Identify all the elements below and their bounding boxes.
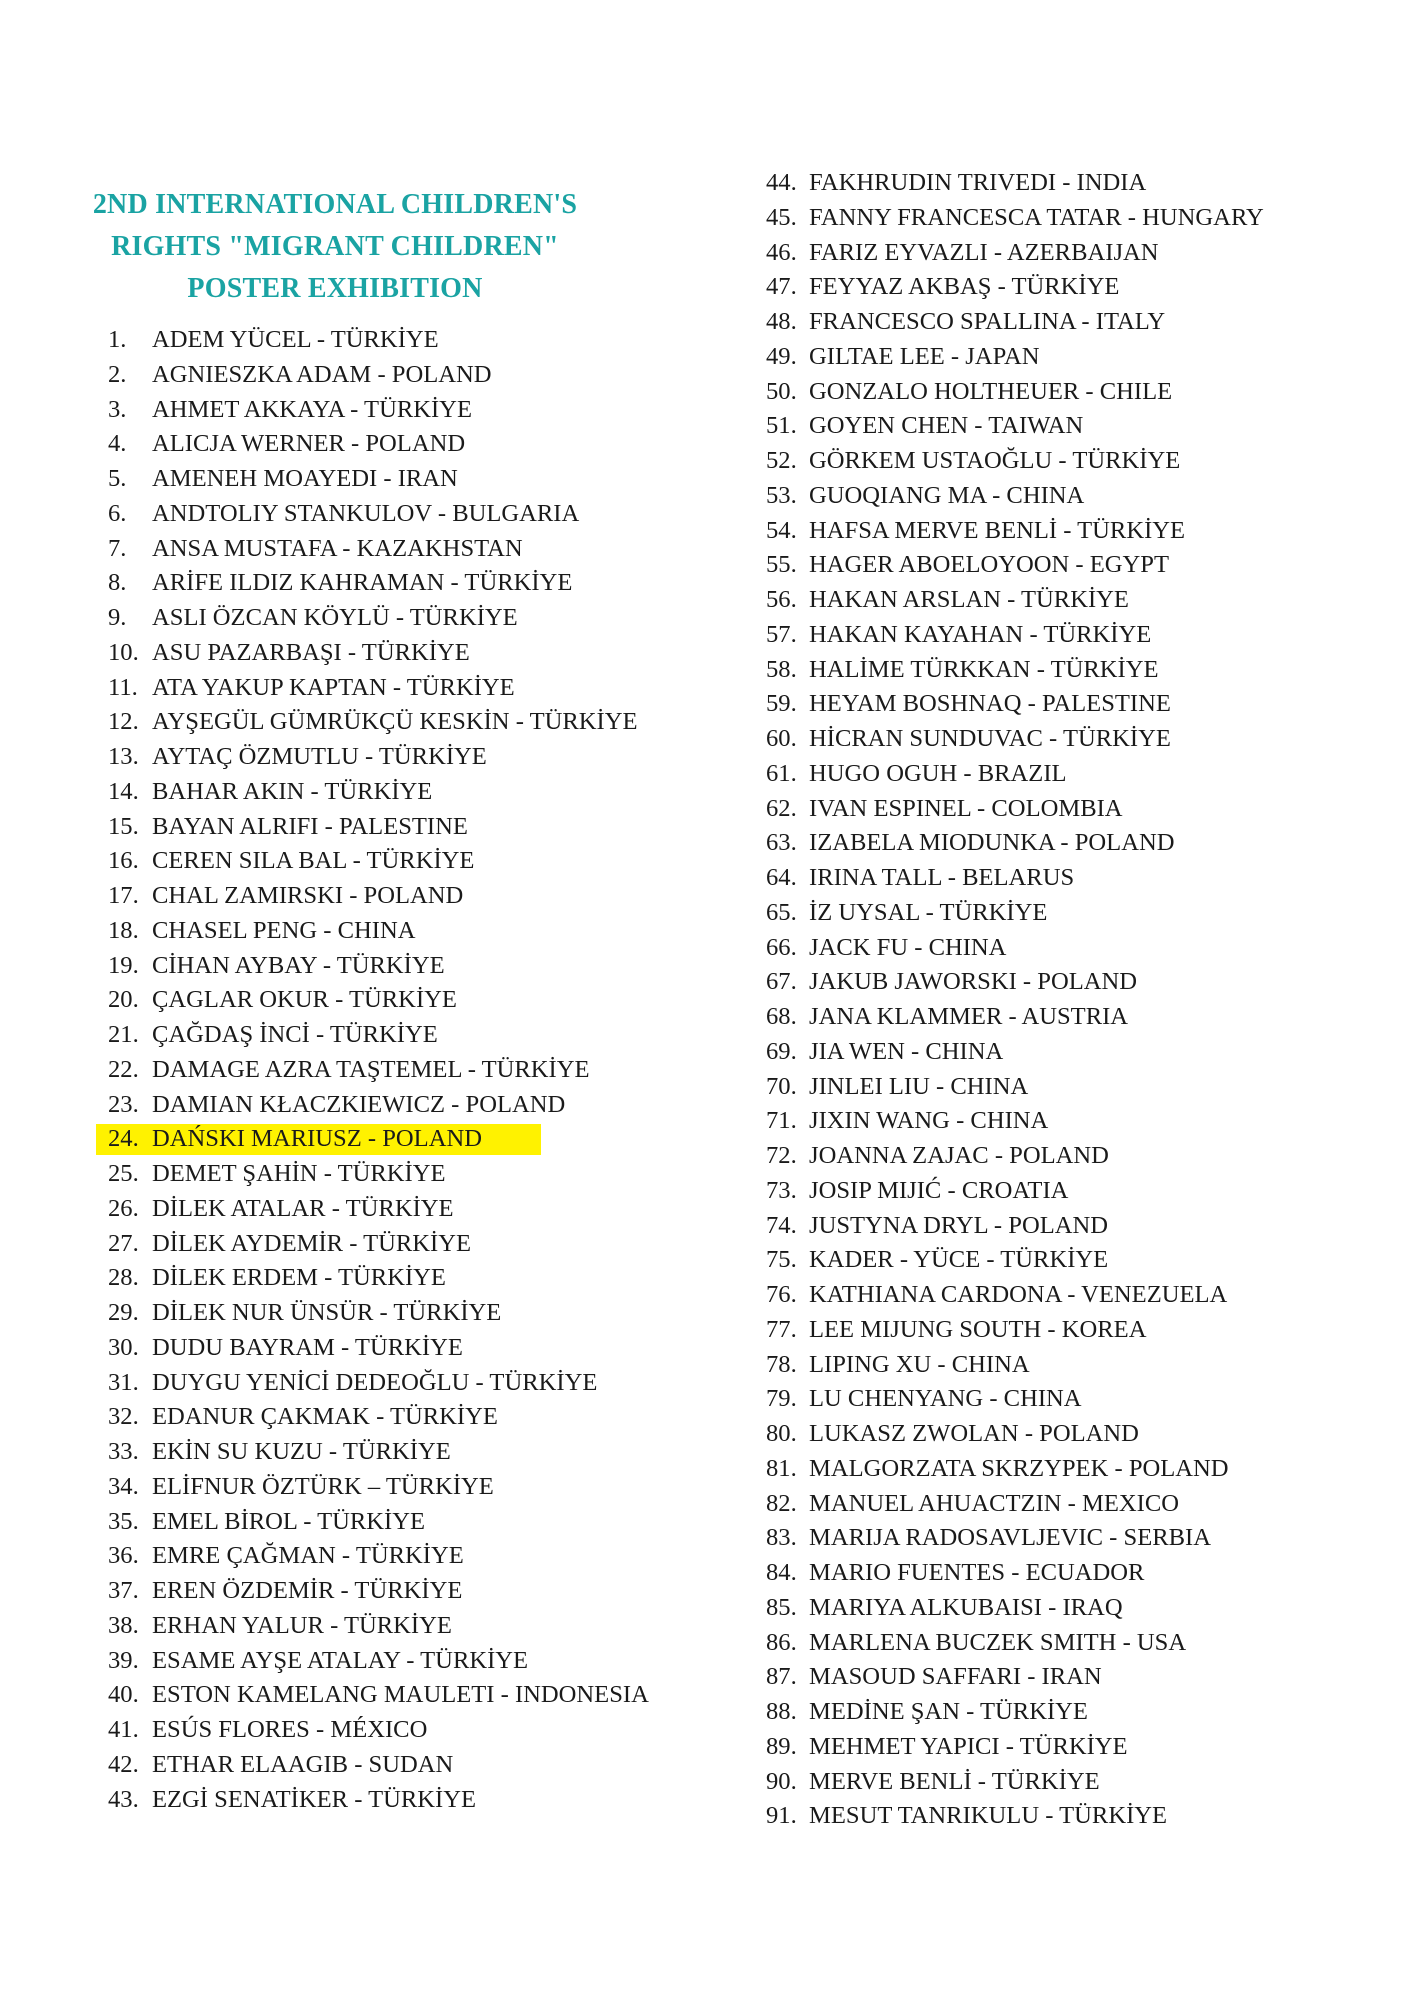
participant-number: 59. xyxy=(766,690,797,718)
participant-number: 24. xyxy=(108,1125,139,1153)
participant-item xyxy=(766,444,1386,479)
participant-name: MEHMET YAPICI - TÜRKİYE xyxy=(809,1732,1128,1760)
participant-number: 61. xyxy=(766,759,797,787)
participant-number: 5. xyxy=(108,465,127,492)
participant-number: 46. xyxy=(766,238,797,266)
participant-number: 34. xyxy=(108,1472,139,1500)
participant-name: BAHAR AKIN - TÜRKİYE xyxy=(152,777,433,805)
participant-item xyxy=(108,636,728,671)
participant-item xyxy=(766,1591,1386,1626)
participant-item xyxy=(108,1122,728,1157)
participant-item xyxy=(766,270,1386,305)
participant-name: HEYAM BOSHNAQ - PALESTINE xyxy=(809,690,1171,718)
participant-number: 66. xyxy=(766,933,797,961)
participant-item xyxy=(766,583,1386,618)
participant-number: 16. xyxy=(108,847,139,875)
participant-item xyxy=(108,1400,728,1435)
participant-item xyxy=(108,983,728,1018)
participant-item xyxy=(766,166,1386,201)
participant-name: LU CHENYANG - CHINA xyxy=(809,1385,1082,1413)
participant-number: 85. xyxy=(766,1593,797,1621)
participant-number: 82. xyxy=(766,1489,797,1517)
participant-name: HAKAN KAYAHAN - TÜRKİYE xyxy=(809,620,1152,648)
title-line-2: RIGHTS "MIGRANT CHILDREN" xyxy=(111,230,559,262)
participant-name: DİLEK AYDEMİR - TÜRKİYE xyxy=(152,1229,472,1257)
participant-name: MALGORZATA SKRZYPEK - POLAND xyxy=(809,1454,1229,1482)
participant-name: ADEM YÜCEL - TÜRKİYE xyxy=(152,326,439,353)
participant-name: MARIJA RADOSAVLJEVIC - SERBIA xyxy=(809,1524,1211,1552)
participant-name: FANNY FRANCESCA TATAR - HUNGARY xyxy=(809,203,1264,231)
participant-name: FRANCESCO SPALLINA - ITALY xyxy=(809,308,1166,335)
participant-name: EMEL BİROL - TÜRKİYE xyxy=(152,1507,426,1535)
participant-name: EKİN SU KUZU - TÜRKİYE xyxy=(152,1438,451,1465)
participant-number: 40. xyxy=(108,1681,139,1709)
participant-number: 8. xyxy=(108,569,127,597)
exhibition-title xyxy=(90,184,580,310)
participant-number: 30. xyxy=(108,1333,139,1361)
participant-item xyxy=(766,1070,1386,1105)
participant-number: 37. xyxy=(108,1577,139,1604)
participant-name: MESUT TANRIKULU - TÜRKİYE xyxy=(809,1802,1168,1830)
participant-number: 64. xyxy=(766,864,797,891)
participant-item xyxy=(108,393,728,428)
participant-item xyxy=(766,1521,1386,1556)
participant-name: HAFSA MERVE BENLİ - TÜRKİYE xyxy=(809,516,1186,544)
participant-item xyxy=(766,548,1386,583)
participant-name: DUDU BAYRAM - TÜRKİYE xyxy=(152,1333,463,1361)
participant-name: JOSIP MIJIĆ - CROATIA xyxy=(809,1176,1069,1204)
participant-item xyxy=(108,1331,728,1366)
participant-list-right xyxy=(766,166,1386,1834)
participant-number: 41. xyxy=(108,1716,139,1743)
participant-name: GONZALO HOLTHEUER - CHILE xyxy=(809,377,1173,405)
participant-name: MASOUD SAFFARI - IRAN xyxy=(809,1663,1102,1691)
participant-item xyxy=(766,931,1386,966)
participant-name: AMENEH MOAYEDI - IRAN xyxy=(152,465,458,492)
participant-number: 4. xyxy=(108,430,127,458)
participant-item xyxy=(108,1157,728,1192)
participant-name: MERVE BENLİ - TÜRKİYE xyxy=(809,1767,1100,1795)
participant-number: 2. xyxy=(108,360,127,388)
participant-number: 39. xyxy=(108,1646,139,1674)
participant-item xyxy=(108,1053,728,1088)
participant-name: JAKUB JAWORSKI - POLAND xyxy=(809,968,1138,996)
participant-number: 7. xyxy=(108,534,127,562)
participant-item xyxy=(766,1417,1386,1452)
participant-item xyxy=(108,671,728,706)
participant-item xyxy=(108,775,728,810)
participant-item xyxy=(108,1678,728,1713)
participant-item xyxy=(766,965,1386,1000)
participant-number: 3. xyxy=(108,395,127,423)
participant-number: 22. xyxy=(108,1055,139,1083)
participant-name: HAKAN ARSLAN - TÜRKİYE xyxy=(809,586,1129,613)
participant-item xyxy=(108,1539,728,1574)
participant-item xyxy=(108,427,728,462)
participant-item xyxy=(108,1644,728,1679)
participant-name: HAGER ABOELOYOON - EGYPT xyxy=(809,551,1170,579)
participant-name: ERHAN YALUR - TÜRKİYE xyxy=(152,1611,452,1639)
participant-name: EMRE ÇAĞMAN - TÜRKİYE xyxy=(152,1542,464,1570)
participant-name: ESÚS FLORES - MÉXICO xyxy=(152,1716,428,1743)
participant-name: IZABELA MIODUNKA - POLAND xyxy=(809,829,1175,857)
participant-name: DİLEK ERDEM - TÜRKİYE xyxy=(152,1264,446,1292)
participant-number: 44. xyxy=(766,169,797,196)
participant-number: 63. xyxy=(766,829,797,857)
participant-number: 65. xyxy=(766,898,797,926)
participant-item xyxy=(108,323,728,358)
participant-number: 12. xyxy=(108,708,139,736)
participant-item xyxy=(108,1470,728,1505)
participant-item xyxy=(108,1783,728,1818)
participant-name: JUSTYNA DRYL - POLAND xyxy=(809,1211,1109,1239)
participant-item xyxy=(108,497,728,532)
participant-number: 73. xyxy=(766,1176,797,1204)
participant-item xyxy=(766,305,1386,340)
participant-item xyxy=(766,514,1386,549)
participant-name: CHAL ZAMIRSKI - POLAND xyxy=(152,882,464,909)
participant-name: HALİME TÜRKKAN - TÜRKİYE xyxy=(809,655,1159,683)
participant-name: ARİFE ILDIZ KAHRAMAN - TÜRKİYE xyxy=(152,569,573,597)
participant-item xyxy=(108,879,728,914)
participant-number: 74. xyxy=(766,1211,797,1239)
participant-number: 36. xyxy=(108,1542,139,1570)
participant-number: 9. xyxy=(108,604,127,631)
participant-number: 48. xyxy=(766,308,797,335)
participant-item xyxy=(766,1556,1386,1591)
participant-name: FEYYAZ AKBAŞ - TÜRKİYE xyxy=(809,273,1120,301)
participant-name: DAMIAN KŁACZKIEWICZ - POLAND xyxy=(152,1090,566,1118)
participant-item xyxy=(108,1227,728,1262)
participant-number: 32. xyxy=(108,1403,139,1431)
participant-number: 54. xyxy=(766,516,797,544)
participant-name: AYTAÇ ÖZMUTLU - TÜRKİYE xyxy=(152,743,487,770)
participant-name: LIPING XU - CHINA xyxy=(809,1350,1030,1378)
participant-item xyxy=(108,601,728,636)
participant-name: KADER - YÜCE - TÜRKİYE xyxy=(809,1246,1109,1274)
participant-number: 56. xyxy=(766,586,797,613)
participant-item xyxy=(766,1382,1386,1417)
title-line-3: POSTER EXHIBITION xyxy=(187,272,483,304)
participant-list-left xyxy=(108,323,728,1817)
participant-number: 75. xyxy=(766,1246,797,1274)
participant-number: 35. xyxy=(108,1507,139,1535)
participant-number: 57. xyxy=(766,620,797,648)
participant-name: ELİFNUR ÖZTÜRK – TÜRKİYE xyxy=(152,1472,494,1500)
participant-item xyxy=(108,1574,728,1609)
participant-item xyxy=(108,1435,728,1470)
participant-number: 78. xyxy=(766,1350,797,1378)
participant-number: 70. xyxy=(766,1072,797,1100)
participant-item xyxy=(766,1452,1386,1487)
participant-number: 91. xyxy=(766,1802,797,1830)
participant-number: 20. xyxy=(108,986,139,1014)
participant-number: 68. xyxy=(766,1003,797,1030)
participant-number: 17. xyxy=(108,882,139,909)
participant-item xyxy=(766,1730,1386,1765)
participant-item xyxy=(766,1660,1386,1695)
participant-item xyxy=(766,1799,1386,1834)
participant-number: 79. xyxy=(766,1385,797,1413)
participant-name: EREN ÖZDEMİR - TÜRKİYE xyxy=(152,1577,463,1604)
participant-name: AGNIESZKA ADAM - POLAND xyxy=(152,360,492,388)
participant-number: 49. xyxy=(766,342,797,370)
participant-number: 81. xyxy=(766,1454,797,1482)
participant-name: DİLEK ATALAR - TÜRKİYE xyxy=(152,1194,454,1222)
participant-item xyxy=(108,705,728,740)
participant-number: 11. xyxy=(108,673,138,701)
participant-name: GÖRKEM USTAOĞLU - TÜRKİYE xyxy=(809,447,1181,474)
participant-name: IRINA TALL - BELARUS xyxy=(809,864,1075,891)
participant-item xyxy=(766,1243,1386,1278)
participant-item xyxy=(108,1192,728,1227)
participant-name: ESAME AYŞE ATALAY - TÜRKİYE xyxy=(152,1646,529,1674)
participant-name: ASLI ÖZCAN KÖYLÜ - TÜRKİYE xyxy=(152,604,518,631)
participant-item xyxy=(766,1626,1386,1661)
participant-number: 53. xyxy=(766,481,797,509)
participant-item xyxy=(108,1609,728,1644)
participant-number: 62. xyxy=(766,794,797,822)
participant-number: 43. xyxy=(108,1785,139,1813)
participant-name: BAYAN ALRIFI - PALESTINE xyxy=(152,812,468,840)
participant-item xyxy=(766,409,1386,444)
participant-item xyxy=(108,1748,728,1783)
participant-item xyxy=(766,757,1386,792)
participant-name: ÇAĞDAŞ İNCİ - TÜRKİYE xyxy=(152,1021,438,1048)
participant-name: CİHAN AYBAY - TÜRKİYE xyxy=(152,951,445,979)
participant-number: 18. xyxy=(108,916,139,944)
participant-item xyxy=(766,653,1386,688)
participant-name: EDANUR ÇAKMAK - TÜRKİYE xyxy=(152,1403,498,1431)
participant-name: HUGO OGUH - BRAZIL xyxy=(809,759,1067,787)
participant-name: JIA WEN - CHINA xyxy=(809,1037,1004,1065)
participant-number: 60. xyxy=(766,725,797,752)
participant-name: LUKASZ ZWOLAN - POLAND xyxy=(809,1420,1139,1447)
participant-name: ANDTOLIY STANKULOV - BULGARIA xyxy=(152,499,580,527)
participant-name: ETHAR ELAAGIB - SUDAN xyxy=(152,1750,454,1778)
participant-name: DUYGU YENİCİ DEDEOĞLU - TÜRKİYE xyxy=(152,1368,598,1396)
participant-name: DAMAGE AZRA TAŞTEMEL - TÜRKİYE xyxy=(152,1055,590,1083)
participant-name: IVAN ESPINEL - COLOMBIA xyxy=(809,794,1123,822)
participant-item xyxy=(766,861,1386,896)
participant-name: GUOQIANG MA - CHINA xyxy=(809,481,1085,509)
participant-item xyxy=(108,1088,728,1123)
participant-item xyxy=(766,1104,1386,1139)
participant-number: 87. xyxy=(766,1663,797,1691)
participant-number: 58. xyxy=(766,655,797,683)
participant-item xyxy=(766,1695,1386,1730)
participant-item xyxy=(766,1348,1386,1383)
participant-item xyxy=(108,844,728,879)
participant-item xyxy=(766,1278,1386,1313)
participant-item xyxy=(766,722,1386,757)
participant-item xyxy=(766,1139,1386,1174)
participant-name: HİCRAN SUNDUVAC - TÜRKİYE xyxy=(809,725,1171,752)
participant-number: 84. xyxy=(766,1559,797,1586)
participant-item xyxy=(766,792,1386,827)
participant-name: GILTAE LEE - JAPAN xyxy=(809,342,1040,370)
participant-item xyxy=(766,479,1386,514)
participant-number: 86. xyxy=(766,1628,797,1656)
participant-name: DAŃSKI MARIUSZ - POLAND xyxy=(152,1125,482,1153)
participant-item xyxy=(766,236,1386,271)
participant-item xyxy=(108,462,728,497)
participant-number: 83. xyxy=(766,1524,797,1552)
participant-item xyxy=(766,1174,1386,1209)
participant-item xyxy=(766,687,1386,722)
participant-name: ALICJA WERNER - POLAND xyxy=(152,430,466,458)
participant-name: MARIO FUENTES - ECUADOR xyxy=(809,1559,1145,1586)
participant-name: JACK FU - CHINA xyxy=(809,933,1007,961)
participant-item xyxy=(108,1505,728,1540)
participant-number: 90. xyxy=(766,1767,797,1795)
participant-number: 77. xyxy=(766,1315,797,1343)
participant-number: 52. xyxy=(766,447,797,474)
participant-number: 45. xyxy=(766,203,797,231)
participant-number: 71. xyxy=(766,1107,797,1135)
participant-item xyxy=(108,1713,728,1748)
participant-number: 21. xyxy=(108,1021,139,1048)
participant-number: 28. xyxy=(108,1264,139,1292)
participant-name: ASU PAZARBAŞI - TÜRKİYE xyxy=(152,638,470,666)
participant-item xyxy=(108,1366,728,1401)
participant-number: 14. xyxy=(108,777,139,805)
participant-name: AYŞEGÜL GÜMRÜKÇÜ KESKİN - TÜRKİYE xyxy=(152,708,638,736)
participant-number: 13. xyxy=(108,743,139,770)
participant-item xyxy=(108,532,728,567)
participant-number: 50. xyxy=(766,377,797,405)
participant-number: 31. xyxy=(108,1368,139,1396)
participant-number: 47. xyxy=(766,273,797,301)
participant-name: LEE MIJUNG SOUTH - KOREA xyxy=(809,1315,1147,1343)
participant-item xyxy=(766,1035,1386,1070)
participant-number: 80. xyxy=(766,1420,797,1447)
participant-name: JOANNA ZAJAC - POLAND xyxy=(809,1142,1109,1169)
participant-item xyxy=(108,1261,728,1296)
participant-name: GOYEN CHEN - TAIWAN xyxy=(809,412,1084,440)
participant-item xyxy=(108,949,728,984)
participant-name: İZ UYSAL - TÜRKİYE xyxy=(809,898,1048,926)
participant-name: JANA KLAMMER - AUSTRIA xyxy=(809,1003,1129,1030)
participant-name: JIXIN WANG - CHINA xyxy=(809,1107,1049,1135)
participant-item xyxy=(766,340,1386,375)
participant-number: 69. xyxy=(766,1037,797,1065)
participant-item xyxy=(108,566,728,601)
participant-number: 72. xyxy=(766,1142,797,1169)
participant-number: 42. xyxy=(108,1750,139,1778)
participant-item xyxy=(108,740,728,775)
title-line-1: 2ND INTERNATIONAL CHILDREN'S xyxy=(92,188,578,220)
participant-item xyxy=(766,1000,1386,1035)
participant-number: 15. xyxy=(108,812,139,840)
participant-name: CHASEL PENG - CHINA xyxy=(152,916,416,944)
participant-item xyxy=(766,375,1386,410)
participant-item xyxy=(766,1209,1386,1244)
participant-name: ESTON KAMELANG MAULETI - INDONESIA xyxy=(152,1681,649,1709)
participant-name: ÇAGLAR OKUR - TÜRKİYE xyxy=(152,986,457,1014)
participant-name: MEDİNE ŞAN - TÜRKİYE xyxy=(809,1698,1088,1725)
participant-number: 89. xyxy=(766,1732,797,1760)
participant-item xyxy=(108,1018,728,1053)
participant-number: 25. xyxy=(108,1160,139,1187)
participant-name: DEMET ŞAHİN - TÜRKİYE xyxy=(152,1160,446,1187)
participant-item xyxy=(108,810,728,845)
participant-number: 10. xyxy=(108,638,139,666)
participant-name: MARIYA ALKUBAISI - IRAQ xyxy=(809,1593,1123,1621)
participant-number: 29. xyxy=(108,1299,139,1326)
participant-number: 26. xyxy=(108,1194,139,1222)
participant-item xyxy=(766,1313,1386,1348)
participant-name: CEREN SILA BAL - TÜRKİYE xyxy=(152,847,475,875)
participant-item xyxy=(766,1487,1386,1522)
participant-name: ATA YAKUP KAPTAN - TÜRKİYE xyxy=(152,673,515,701)
participant-item xyxy=(766,826,1386,861)
participant-name: EZGİ SENATİKER - TÜRKİYE xyxy=(152,1785,477,1813)
participant-number: 51. xyxy=(766,412,797,440)
participant-number: 38. xyxy=(108,1611,139,1639)
participant-number: 6. xyxy=(108,499,127,527)
participant-item xyxy=(108,914,728,949)
participant-number: 27. xyxy=(108,1229,139,1257)
participant-item xyxy=(766,896,1386,931)
participant-name: DİLEK NUR ÜNSÜR - TÜRKİYE xyxy=(152,1299,502,1326)
participant-number: 23. xyxy=(108,1090,139,1118)
participant-item xyxy=(108,358,728,393)
participant-number: 33. xyxy=(108,1438,139,1465)
participant-name: FAKHRUDIN TRIVEDI - INDIA xyxy=(809,169,1147,196)
participant-number: 67. xyxy=(766,968,797,996)
participant-name: MARLENA BUCZEK SMITH - USA xyxy=(809,1628,1187,1656)
participant-number: 19. xyxy=(108,951,139,979)
participant-number: 1. xyxy=(108,326,127,353)
participant-item xyxy=(108,1296,728,1331)
participant-name: JINLEI LIU - CHINA xyxy=(809,1072,1029,1100)
participant-name: FARIZ EYVAZLI - AZERBAIJAN xyxy=(809,238,1159,266)
participant-item xyxy=(766,201,1386,236)
participant-item xyxy=(766,1765,1386,1800)
participant-name: KATHIANA CARDONA - VENEZUELA xyxy=(809,1281,1228,1308)
participant-name: ANSA MUSTAFA - KAZAKHSTAN xyxy=(152,534,523,562)
participant-name: MANUEL AHUACTZIN - MEXICO xyxy=(809,1489,1180,1517)
participant-name: AHMET AKKAYA - TÜRKİYE xyxy=(152,395,472,423)
participant-item xyxy=(766,618,1386,653)
participant-number: 88. xyxy=(766,1698,797,1725)
participant-number: 76. xyxy=(766,1281,797,1308)
participant-number: 55. xyxy=(766,551,797,579)
